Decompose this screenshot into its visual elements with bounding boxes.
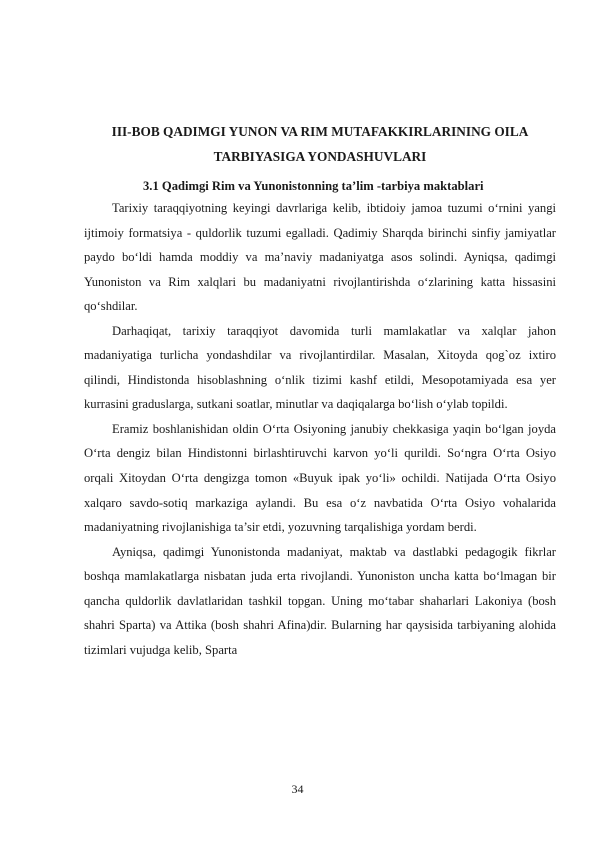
chapter-title bbox=[84, 120, 556, 169]
page-number: 34 bbox=[291, 782, 304, 796]
section-number: 3.1 bbox=[143, 179, 159, 193]
paragraph: Tarixiy taraqqiyotning keyingi davrlariga kelib, ibtidoiy jamoa tuzumi o‘rnini yangi ijtimoiy formatsiya - quldorlik tuzumi egalladi. Qadimiy Sharqda birinchi sinfiy jamiyatlar paydo bo‘ldi hamda moddiy va ma’naviy madaniyatga asos solindi. Ayniqsa, qadimgi Yunoniston va Rim xalqlari bu madaniyatni rivojlantirishda o‘zlarining katta hissasini qo‘shdilar. bbox=[84, 201, 556, 314]
chapter-title-line-2: TARBIYASIGA YONDASHUVLARI bbox=[213, 148, 427, 164]
paragraph: Darhaqiqat, tarixiy taraqqiyot davomida turli mamlakatlar va xalqlar jahon madaniyatiga turlicha yondashdilar va rivojlantirdilar. Masalan, Xitoyda qog`oz ixtiro qilindi, Hindistonda hisoblashning o‘nlik tizimi kashf etildi, Mesopotamiyada esa yer kurrasini graduslarga, sutkani soatlar, minutlar va daqiqalarga bo‘lish o‘ylab topildi. bbox=[84, 323, 556, 412]
paragraph: Ayniqsa, qadimgi Yunonistonda madaniyat, maktab va dastlabki pedagogik fikrlar boshqa mamlakatlarga nisbatan juda erta rivojlandi. Yunoniston uncha katta bo‘lmagan bir qancha quldorlik davlatlaridan tashkil topgan. Uning mo‘tabar shaharlari Lakoniya (bosh shahri Sparta) va Attika (bosh shahri Afina)dir. Bularning har qaysisida tarbiyaning alohida tizimlari vujudga kelib, Sparta bbox=[84, 544, 556, 657]
section-title-text: Qadimgi Rim va Yunonistonning ta’lim -tarbiya maktablari bbox=[158, 179, 484, 193]
paragraph: Eramiz boshlanishidan oldin O‘rta Osiyoning janubiy chekkasiga yaqin bo‘lgan joyda O‘rta dengiz bilan Hindistonni birlashtiruvchi karvon yo‘li qurildi. So‘ngra O‘rta Osiyo orqali Xitoydan O‘rta dengizga tomon «Buyuk ipak yo‘li» ochildi. Natijada O‘rta Osiyo xalqaro savdo-sotiq markaziga aylandi. Bu esa o‘z navbatida O‘rta Osiyo vohalarida madaniyatning rivojlanishiga ta’sir etdi, yozuvning tarqalishiga yordam berdi. bbox=[84, 421, 556, 535]
section-heading bbox=[84, 174, 556, 198]
chapter-title-line-1: III-BOB QADIMGI YUNON VA RIM MUTAFAKKIRLARINING OILA bbox=[111, 124, 529, 139]
body-text bbox=[84, 196, 556, 662]
